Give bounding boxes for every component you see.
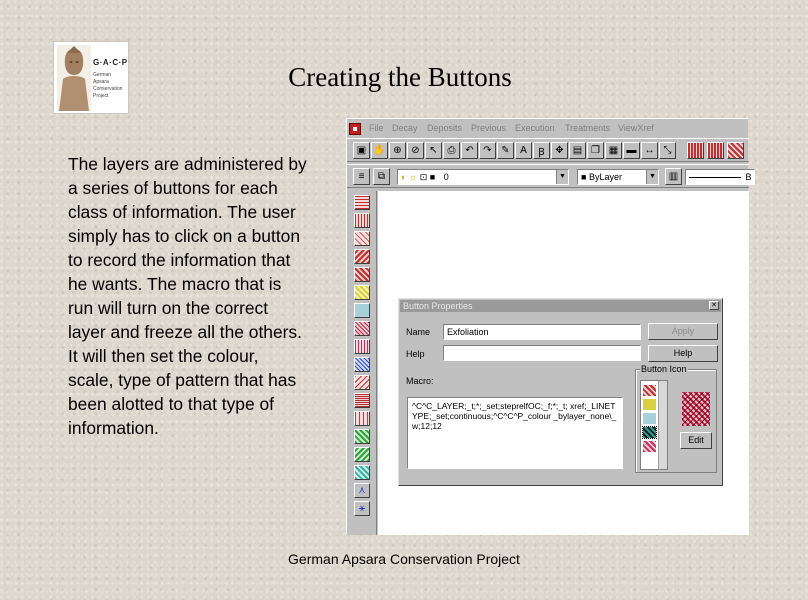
copy-icon[interactable]: ❐ (587, 142, 604, 159)
macro-textarea[interactable]: ^C^C_LAYER;_t;*;_set;steprelfOC;_f;*;_t; xref;_LINETYPE;_set;continuous;^C^C^P_colour _bylayer_none\_w;12;12 (407, 397, 623, 469)
move-icon[interactable]: ✥ (551, 142, 568, 159)
undo-icon[interactable]: ↶ (461, 142, 478, 159)
hatch-button-3-icon[interactable] (727, 142, 744, 159)
linetype-dropdown-value: B (745, 172, 752, 182)
hatch-button-red-stripe-icon[interactable] (354, 411, 370, 426)
menu-viewxref[interactable]: ViewXref (618, 123, 654, 133)
layer-dropdown[interactable] (397, 169, 569, 185)
dimension-icon[interactable]: ↔ (641, 142, 658, 159)
chevron-down-icon[interactable]: ▼ (556, 170, 568, 184)
hatch-button-crimson-icon[interactable] (354, 321, 370, 336)
layer-properties-icon[interactable]: ▤ (569, 142, 586, 159)
icon-list-scrollbar[interactable] (658, 381, 667, 469)
pan-hand-icon[interactable]: ✋ (371, 142, 388, 159)
slide-footer: German Apsara Conservation Project (288, 551, 520, 567)
menu-decay[interactable]: Decay (392, 123, 418, 133)
standard-toolbar (347, 138, 749, 162)
help-label: Help (406, 349, 425, 359)
icon-swatch-yellow[interactable] (643, 399, 656, 410)
edit-button[interactable]: Edit (680, 432, 712, 449)
stretch-icon[interactable]: ⤡ (659, 142, 676, 159)
hatch-button-red-dense-icon[interactable] (354, 393, 370, 408)
crack-line-icon[interactable]: ⋏ (354, 483, 370, 498)
color-square-icon: ■ (581, 172, 587, 182)
hatch-button-pink-icon[interactable] (354, 339, 370, 354)
object-properties-toolbar (347, 164, 752, 188)
apply-button[interactable]: Apply (648, 323, 718, 340)
help-field[interactable] (443, 345, 641, 361)
hatch-button-2-icon[interactable] (707, 142, 724, 159)
bulb-icon: ◐ (401, 172, 407, 182)
menu-execution[interactable]: Execution (515, 123, 555, 133)
sun-icon: ☼ (408, 172, 418, 182)
zoom-window-icon[interactable]: ⊕ (389, 142, 406, 159)
name-field[interactable]: Exfoliation (443, 324, 641, 340)
application-icon[interactable] (349, 123, 361, 135)
menu-bar (347, 121, 749, 137)
redo-icon[interactable]: ↷ (479, 142, 496, 159)
logo-abbreviation: G·A·C·P (93, 58, 128, 67)
hatch-button-green-2-icon[interactable] (354, 447, 370, 462)
make-current-layer-icon[interactable]: ⧉ (373, 168, 390, 185)
hatch-fill-icon[interactable]: ▬ (623, 142, 640, 159)
icon-swatch-pink[interactable] (643, 441, 656, 452)
close-icon[interactable]: ✕ (709, 301, 719, 310)
zoom-previous-icon[interactable]: ⊘ (407, 142, 424, 159)
continuous-line-icon (689, 177, 741, 178)
hatch-button-green-icon[interactable] (354, 429, 370, 444)
crack-branch-icon[interactable]: ⚹ (354, 501, 370, 516)
chevron-down-icon[interactable]: ▼ (646, 170, 658, 184)
macro-label: Macro: (406, 376, 434, 386)
icon-swatch-red[interactable] (643, 385, 656, 396)
menu-treatments[interactable]: Treatments (565, 123, 611, 133)
lock-icon: ⊡ (419, 172, 428, 182)
logo-project-name: German Apsara Conservation Project (93, 72, 123, 99)
linetype-icon[interactable]: ▥ (665, 168, 682, 185)
color-square-icon: ■ (429, 172, 436, 182)
dialog-title-bar (400, 300, 721, 312)
block-icon[interactable]: ▦ (605, 142, 622, 159)
pencil-icon[interactable]: ✎ (497, 142, 514, 159)
print-icon[interactable]: ⎙ (443, 142, 460, 159)
hatch-button-red-horizontal-icon[interactable] (354, 195, 370, 210)
icon-swatch-cyan[interactable] (643, 413, 656, 424)
hatch-button-red-vertical-icon[interactable] (354, 213, 370, 228)
hatch-button-cyan-icon[interactable] (354, 303, 370, 318)
button-icon-group-label: Button Icon (641, 364, 687, 374)
pick-icon[interactable]: ↖ (425, 142, 442, 159)
help-button[interactable]: Help (648, 345, 718, 362)
text-icon[interactable]: A (515, 142, 532, 159)
button-icon-group (635, 364, 717, 473)
hatch-button-red-cross-icon[interactable] (354, 267, 370, 282)
hatch-button-yellow-icon[interactable] (354, 285, 370, 300)
slide-body-text: The layers are administered by a series of buttons for each class of information. The user simply has to click on a button to record the information that he wants. The macro that is run will turn on the correct layer and freeze all the others. It will then set the colour, scale, type of pattern that has been alotted to that type of information. (68, 154, 307, 438)
slide-title: Creating the Buttons (288, 62, 512, 92)
icon-swatch-selected[interactable] (643, 427, 656, 438)
name-label: Name (406, 327, 431, 337)
icon-preview (682, 392, 710, 426)
redraw-icon[interactable]: ▣ (353, 142, 370, 159)
hatch-button-red-sparse-icon[interactable] (354, 375, 370, 390)
spell-check-icon[interactable]: Ꞵ (533, 142, 550, 159)
linetype-dropdown[interactable] (685, 169, 755, 185)
menu-previous[interactable]: Previous (471, 123, 507, 133)
hatch-button-red-dots-icon[interactable] (354, 231, 370, 246)
hatch-button-red-diagonal-icon[interactable] (354, 249, 370, 264)
hatch-button-blue-icon[interactable] (354, 357, 370, 372)
hatch-button-teal-icon[interactable] (354, 465, 370, 480)
menu-deposits[interactable]: Deposits (427, 123, 463, 133)
hatch-buttons-toolbar (347, 191, 377, 535)
layers-icon[interactable]: ≡ (353, 168, 370, 185)
color-dropdown-value: ByLayer (588, 172, 622, 182)
dialog-title: Button Properties (403, 301, 473, 311)
menu-file[interactable]: File (369, 123, 384, 133)
color-dropdown[interactable] (577, 169, 659, 185)
button-properties-dialog (398, 298, 723, 486)
hatch-button-1-icon[interactable] (687, 142, 704, 159)
layer-dropdown-value: 0 (443, 172, 449, 182)
icon-list[interactable] (640, 380, 668, 470)
